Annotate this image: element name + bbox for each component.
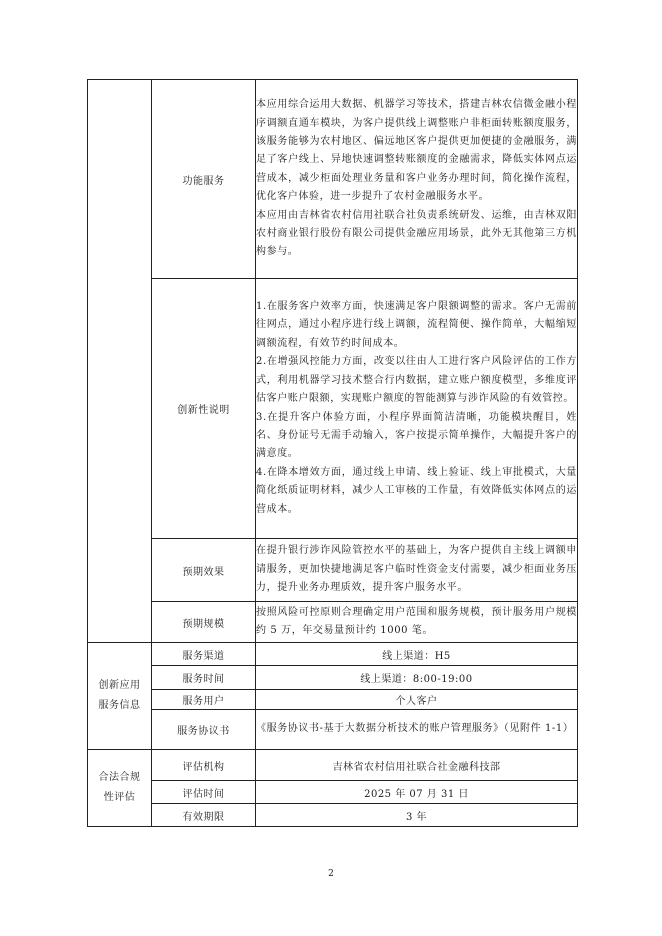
eval-time-value: 2025 年 07 月 31 日 bbox=[256, 781, 578, 804]
time-label: 服务时间 bbox=[152, 666, 256, 690]
agreement-row bbox=[88, 710, 578, 750]
innovation-paragraph-1: 1.在服务客户效率方面，快速满足客户限额调整的需求。客户无需前往网点，通过小程序进行线上调额，流程简便、操作简单，大幅缩短调额流程，有效节约时间成本。 bbox=[256, 301, 577, 349]
scale-row bbox=[88, 602, 578, 643]
compliance-label-line-2: 性评估 bbox=[103, 792, 136, 803]
org-label: 评估机构 bbox=[152, 750, 256, 781]
eval-time-label: 评估时间 bbox=[152, 781, 256, 804]
channel-value: 线上渠道：H5 bbox=[256, 643, 578, 666]
users-row bbox=[88, 690, 578, 710]
service-info-label-line-1: 创新应用 bbox=[98, 680, 141, 691]
effect-row bbox=[88, 539, 578, 602]
validity-row bbox=[88, 804, 578, 827]
validity-label: 有效期限 bbox=[152, 804, 256, 827]
channel-label: 服务渠道 bbox=[152, 643, 256, 666]
org-value: 吉林省农村信用社联合社金融科技部 bbox=[256, 750, 578, 781]
effect-content: 在提升银行涉诈风险管控水平的基础上，为客户提供自主线上调额申请服务，更加快捷地满足客户临时性资金支付需要，减少柜面业务压力，提升业务办理质效，提升客户服务水平。 bbox=[256, 539, 578, 602]
function-paragraph-2: 本应用由吉林省农村信用社联合社负责系统研发、运维，由吉林双阳农村商业银行股份有限公司提供金融应用场景，此外无其他第三方机构参与。 bbox=[256, 209, 577, 258]
blank-cell bbox=[88, 80, 152, 643]
compliance-label-line-1: 合法合规 bbox=[98, 772, 141, 783]
innovation-paragraph-3: 3.在提升客户体验方面，小程序界面简洁清晰，功能模块醒目，姓名、身份证号无需手动输入，客户按提示简单操作，大幅提升客户的满意度。 bbox=[256, 411, 577, 460]
agreement-label: 服务协议书 bbox=[152, 710, 256, 750]
function-paragraph-1: 本应用综合运用大数据、机器学习等技术，搭建吉林农信微金融小程序调额直通车模块，为客户提供线上调整账户非柜面转账额度服务，该服务能够为农村地区、偏远地区客户提供更加便捷的金融服务，满足了客户线上、异地快速调整转账额度的金融需求，降低实体网点运营成本，减少柜面处理业务量和客户业务办理时间，简化操作流程，优化客户体验，进一步提升了农村金融服务水平。 bbox=[256, 99, 577, 203]
innovation-row bbox=[88, 279, 578, 539]
service-info-label-line-2: 服务信息 bbox=[98, 700, 141, 711]
scale-content: 按照风险可控原则合理确定用户范围和服务规模，预计服务用户规模约 5 万，年交易量预计约 1000 笔。 bbox=[256, 602, 578, 643]
channel-row bbox=[88, 643, 578, 666]
eval-time-row bbox=[88, 781, 578, 804]
users-label: 服务用户 bbox=[152, 690, 256, 710]
innovation-label: 创新性说明 bbox=[152, 279, 256, 539]
scale-label: 预期规模 bbox=[152, 602, 256, 643]
innovation-paragraph-2: 2.在增强风控能力方面，改变以往由人工进行客户风险评估的工作方式，利用机器学习技术整合行内数据，建立账户额度模型，多维度评估客户账户限额，实现账户额度的智能测算与涉诈风险的有效管控。 bbox=[256, 356, 577, 405]
application-info-table bbox=[87, 79, 578, 827]
function-content bbox=[256, 80, 578, 279]
function-row bbox=[88, 80, 578, 279]
users-value: 个人客户 bbox=[256, 690, 578, 710]
innovation-content bbox=[256, 279, 578, 539]
time-value: 线上渠道：8:00-19:00 bbox=[256, 666, 578, 690]
effect-label: 预期效果 bbox=[152, 539, 256, 602]
page-number: 2 bbox=[328, 869, 334, 879]
service-info-group-label bbox=[88, 643, 152, 750]
validity-value: 3 年 bbox=[256, 804, 578, 827]
innovation-paragraph-4: 4.在降本增效方面，通过线上申请、线上验证、线上审批模式，大量简化纸质证明材料，减少人工审核的工作量，有效降低实体网点的运营成本。 bbox=[256, 466, 577, 515]
time-row bbox=[88, 666, 578, 690]
agreement-value: 《服务协议书-基于大数据分析技术的账户管理服务》（见附件 1-1） bbox=[256, 710, 578, 750]
org-row bbox=[88, 750, 578, 781]
function-label: 功能服务 bbox=[152, 80, 256, 279]
compliance-group-label bbox=[88, 750, 152, 827]
